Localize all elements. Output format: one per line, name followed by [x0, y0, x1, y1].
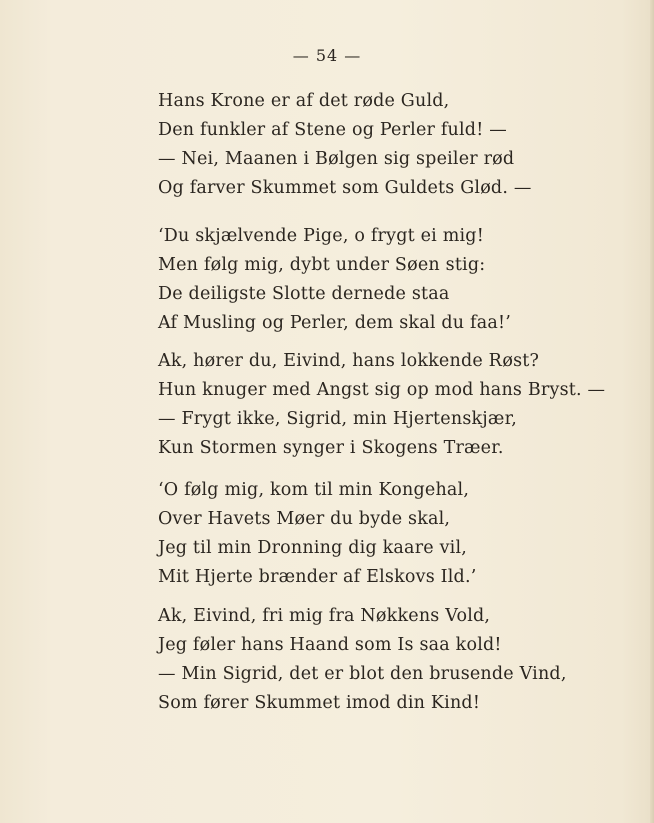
verse-line: Over Havets Møer du byde skal,: [158, 509, 451, 529]
page-number: — 54 —: [292, 46, 362, 65]
verse-line: ‘Du skjælvende Pige, o frygt ei mig!: [158, 226, 484, 246]
verse-line: Af Musling og Perler, dem skal du faa!’: [158, 313, 511, 333]
verse-line: Hun knuger med Angst sig op mod hans Bryst. —: [158, 380, 606, 400]
verse-line: Hans Krone er af det røde Guld,: [158, 91, 450, 111]
verse-line: Men følg mig, dybt under Søen stig:: [158, 255, 486, 275]
stanza-3: [158, 347, 628, 463]
verse-line: De deiligste Slotte dernede staa: [158, 284, 450, 304]
stanza-1: [158, 87, 628, 203]
verse-line: — Nei, Maanen i Bølgen sig speiler rød: [158, 149, 515, 169]
stanza-2: [158, 222, 628, 338]
verse-line: — Min Sigrid, det er blot den brusende Vind,: [158, 664, 567, 684]
verse-line: Den funkler af Stene og Perler fuld! —: [158, 120, 507, 140]
verse-line: — Frygt ikke, Sigrid, min Hjertenskjær,: [158, 409, 517, 429]
verse-line: Mit Hjerte brænder af Elskovs Ild.’: [158, 567, 477, 587]
stanza-5: [158, 602, 628, 718]
verse-line: Jeg føler hans Haand som Is saa kold!: [158, 635, 502, 655]
stanza-4: [158, 476, 628, 592]
verse-line: Ak, Eivind, fri mig fra Nøkkens Vold,: [158, 606, 491, 626]
verse-line: ‘O følg mig, kom til min Kongehal,: [158, 480, 470, 500]
verse-line: Og farver Skummet som Guldets Glød. —: [158, 178, 532, 198]
verse-line: Jeg til min Dronning dig kaare vil,: [158, 538, 468, 558]
verse-line: Som fører Skummet imod din Kind!: [158, 693, 481, 713]
page-edge: [650, 0, 654, 823]
verse-line: Kun Stormen synger i Skogens Træer.: [158, 438, 504, 458]
verse-line: Ak, hører du, Eivind, hans lokkende Røst?: [158, 351, 540, 371]
